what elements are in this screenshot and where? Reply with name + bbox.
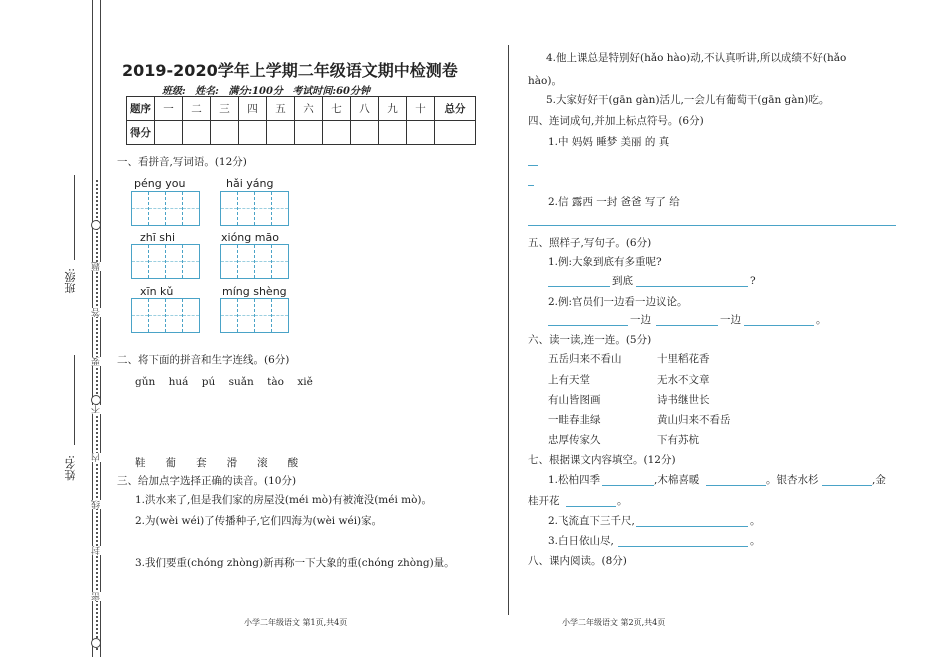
cut-word: 线 [92, 500, 102, 509]
score-header: 六 [295, 97, 323, 121]
q8-title: 八、课内阅读。(8分) [528, 555, 627, 567]
score-cell[interactable] [239, 121, 267, 145]
score-cell[interactable] [211, 121, 239, 145]
q2-char: 套 [196, 457, 207, 469]
score-header: 一 [155, 97, 183, 121]
q7-text: 桂开花 [528, 495, 560, 507]
cut-word: 内 [92, 453, 102, 462]
q3-line: 3.我们要重(chóng zhòng)新再称一下大象的重(chóng zhòng)量。 [135, 557, 455, 569]
q3-line: 4.他上课总是特别好(hǎo hào)动,不认真听讲,所以成绩不好(hǎo [546, 52, 847, 64]
q7-text: 。 [750, 535, 761, 547]
q3-line: 1.洪水来了,但是我们家的房屋没(méi mò)有被淹没(méi mò)。 [135, 494, 433, 506]
q5-text: 一边 [630, 314, 651, 326]
name-fill-line [74, 355, 75, 445]
score-header: 八 [351, 97, 379, 121]
q3-line: 5.大家好好干(gān gàn)活儿,一会儿有葡萄干(gān gàn)吃。 [546, 94, 830, 106]
score-header: 题序 [127, 97, 155, 121]
q7-text: 。 [750, 515, 761, 527]
q3-line: hào)。 [528, 75, 562, 87]
q2-pinyin: xiě [297, 376, 313, 388]
q6-left: 五岳归来不看山 [548, 353, 622, 365]
answer-line[interactable] [548, 286, 610, 287]
cut-word: 题 [92, 262, 102, 271]
score-cell[interactable] [407, 121, 435, 145]
q6-left: 一畦春韭绿 [548, 414, 601, 426]
binding-hole [91, 220, 101, 230]
q5-text: 到底 [612, 275, 633, 287]
score-header: 九 [379, 97, 407, 121]
class-label: 班级: [64, 268, 77, 294]
q1-pinyin: xióng māo [221, 231, 279, 244]
score-header: 七 [323, 97, 351, 121]
answer-line[interactable] [656, 325, 718, 326]
cut-word: 密 [92, 592, 102, 601]
name-label: 姓名: [64, 455, 77, 481]
q7-text: 1.松柏四季 [548, 474, 601, 486]
answer-line[interactable] [548, 325, 628, 326]
answer-line[interactable] [822, 485, 872, 486]
q2-title: 二、将下面的拼音和生字连线。(6分) [117, 354, 290, 366]
score-header-total: 总分 [435, 97, 476, 121]
q1-pinyin: míng shèng [222, 285, 287, 298]
q5-text: 。 [816, 314, 827, 326]
q3-line: 2.为(wèi wéi)了传播种子,它们四海为(wèi wéi)家。 [135, 515, 383, 527]
score-header: 三 [211, 97, 239, 121]
q1-pinyin: hǎi yáng [226, 177, 274, 190]
q2-char: 滚 [257, 457, 268, 469]
q1-pinyin: zhī shi [140, 231, 176, 244]
score-header: 四 [239, 97, 267, 121]
q1-writing-grid[interactable] [220, 244, 289, 279]
answer-line[interactable] [636, 526, 748, 527]
answer-line[interactable] [744, 325, 814, 326]
q1-title: 一、看拼音,写词语。(12分) [117, 156, 247, 168]
answer-line[interactable] [528, 165, 538, 166]
q6-right: 诗书继世长 [657, 394, 710, 406]
answer-line[interactable] [528, 185, 534, 186]
score-cell[interactable] [435, 121, 476, 145]
page-divider [508, 45, 509, 615]
q6-left: 有山皆图画 [548, 394, 601, 406]
q1-writing-grid[interactable] [220, 191, 289, 226]
q2-pinyin: huá [168, 376, 189, 388]
score-cell[interactable] [155, 121, 183, 145]
binding-line-outer [92, 0, 93, 657]
q7-text: 2.飞流直下三千尺, [548, 515, 635, 527]
binding-hole [91, 395, 101, 405]
q1-writing-grid[interactable] [131, 298, 200, 333]
cut-word: 要 [92, 357, 102, 366]
score-cell[interactable] [267, 121, 295, 145]
cut-word: 答 [92, 308, 102, 317]
cut-word: 封 [92, 546, 102, 555]
answer-line[interactable] [706, 485, 766, 486]
q2-chars-row [135, 457, 298, 470]
q6-right: 黄山归来不看岳 [657, 414, 731, 426]
q7-text: 。银杏水杉 [766, 474, 819, 486]
q7-title: 七、根据课文内容填空。(12分) [528, 454, 676, 466]
q2-pinyin: gǔn [135, 376, 156, 388]
q2-pinyin: suǎn [228, 376, 254, 388]
score-cell[interactable] [379, 121, 407, 145]
score-cell[interactable] [323, 121, 351, 145]
score-header: 十 [407, 97, 435, 121]
q5-title: 五、照样子,写句子。(6分) [528, 237, 652, 249]
q7-text: ,金 [872, 474, 886, 486]
q1-pinyin: xīn kǔ [140, 285, 174, 298]
answer-line[interactable] [566, 506, 616, 507]
page-footer: 小学二年级语文 第2页,共4页 [562, 618, 666, 627]
q6-left: 忠厚传家久 [548, 434, 601, 446]
cut-dotted-line [96, 180, 98, 650]
q6-right: 无水不文章 [657, 374, 710, 386]
q6-right: 下有苏杭 [657, 434, 699, 446]
answer-line[interactable] [636, 286, 748, 287]
page-footer: 小学二年级语文 第1页,共4页 [244, 618, 348, 627]
cut-word: 不 [92, 405, 102, 414]
answer-line[interactable] [618, 546, 748, 547]
q1-pinyin: péng you [134, 177, 186, 190]
q2-pinyin-row [135, 376, 313, 389]
q4-title: 四、连词成句,并加上标点符号。(6分) [528, 115, 704, 127]
q5-example: 2.例:官员们一边看一边议论。 [548, 296, 688, 308]
q1-writing-grid[interactable] [131, 191, 200, 226]
q2-char: 酸 [287, 457, 299, 469]
q4-words: 1.中 妈妈 睡梦 美丽 的 真 [548, 136, 670, 148]
q5-example: 1.例:大象到底有多重呢? [548, 256, 662, 268]
q7-text: 。 [617, 495, 628, 507]
class-fill-line [74, 175, 75, 260]
q5-text: 一边 [720, 314, 741, 326]
q1-writing-grid[interactable] [131, 244, 200, 279]
q5-text: ? [750, 275, 756, 287]
binding-line-inner [100, 0, 101, 657]
q6-title: 六、读一读,连一连。(5分) [528, 334, 652, 346]
q7-text: 3.白日依山尽, [548, 535, 614, 547]
q6-left: 上有天堂 [548, 374, 590, 386]
binding-hole [91, 638, 101, 648]
score-header: 二 [183, 97, 211, 121]
exam-info: 班级: 姓名: 满分:100分 考试时间:60分钟 [162, 86, 370, 97]
q2-char: 葡 [165, 457, 177, 469]
score-cell[interactable] [183, 121, 211, 145]
q7-text: ,木棉喜暖 [654, 474, 700, 486]
answer-line[interactable] [528, 225, 896, 226]
q3-title: 三、给加点字选择正确的读音。(10分) [117, 475, 297, 487]
score-row-label: 得分 [127, 121, 155, 145]
score-header: 五 [267, 97, 295, 121]
q4-words: 2.信 露西 一封 爸爸 写了 给 [548, 196, 680, 208]
score-cell[interactable] [351, 121, 379, 145]
q6-right: 十里稻花香 [657, 353, 710, 365]
q2-pinyin: pú [201, 376, 216, 388]
q2-char: 滑 [226, 457, 238, 469]
answer-line[interactable] [602, 485, 654, 486]
q2-char: 鞋 [135, 457, 146, 469]
q1-writing-grid[interactable] [220, 298, 289, 333]
q2-pinyin: tào [267, 376, 284, 388]
exam-title: 2019-2020学年上学期二年级语文期中检测卷 [122, 61, 458, 80]
score-cell[interactable] [295, 121, 323, 145]
score-table [126, 96, 476, 145]
